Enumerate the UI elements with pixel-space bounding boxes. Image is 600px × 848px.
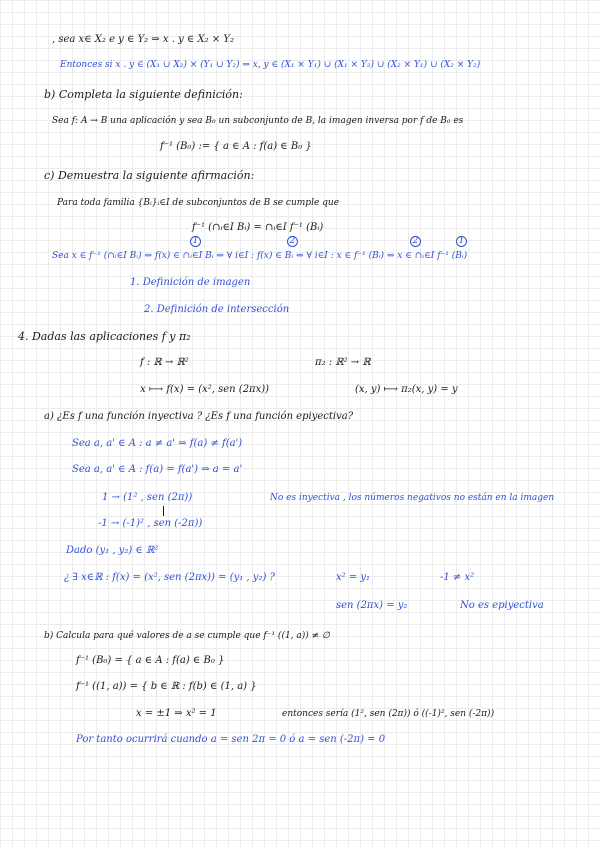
map-pi2-signature: π₂ : ℝ² → ℝ xyxy=(315,357,371,368)
question-b: b) Calcula para qué valores de a se cumple que f⁻¹ ((1, a)) ≠ ∅ xyxy=(44,631,330,641)
example-positive: 1 → (1² , sen (2π)) xyxy=(102,492,193,503)
preimage-definition: f⁻¹ (B₀) = { a ∈ A : f(a) ∈ B₀ } xyxy=(76,655,225,666)
definition-statement: Sea f: A → B una aplicación y sea B₀ un subconjunto de B, la imagen inversa por f de B₀ es xyxy=(52,116,464,126)
proof-chain: Sea x ∈ f⁻¹ (∩ᵢ∈I Bᵢ) ⇔ f(x) ∈ ∩ᵢ∈I Bᵢ ⇔ ∀ i∈I : f(x) ∈ Bᵢ ⇔ ∀ i∈I : x ∈ f⁻¹ (Bᵢ) ⇔ x ∈ ∩ᵢ∈I f⁻¹ (Bᵢ) xyxy=(52,251,468,261)
family-statement: Para toda familia {Bᵢ}ᵢ∈I de subconjuntos de B se cumple que xyxy=(57,198,340,208)
solutions-x: x = ±1 ⇒ x² = 1 xyxy=(136,708,217,719)
not-surjective-note: No es epiyectiva xyxy=(460,600,544,611)
injective-definition-1: Sea a, a' ∈ A : a ≠ a' ⇒ f(a) ≠ f(a') xyxy=(72,438,243,449)
final-answer: Por tanto ocurrirá cuando a = sen 2π = 0 ó a = sen (-2π) = 0 xyxy=(76,734,386,745)
not-injective-note: No es inyectiva , los números negativos no están en la imagen xyxy=(270,493,555,503)
inequality-note: -1 ≠ x² xyxy=(440,572,475,583)
step-marker-1: 1 xyxy=(190,236,201,247)
given-pair: Dado (y₁ , y₂) ∈ ℝ² xyxy=(66,545,159,556)
preimage-specific: f⁻¹ ((1, a)) = { b ∈ ℝ : f(b) ∈ (1, a) } xyxy=(76,681,257,692)
injective-definition-2: Sea a, a' ∈ A : f(a) = f(a') ⇒ a = a' xyxy=(72,464,243,475)
heading-exercise-4: 4. Dadas las aplicaciones f y π₂ xyxy=(18,330,191,343)
step-marker-4: 1 xyxy=(456,236,467,247)
map-f-signature: f : ℝ → ℝ² xyxy=(140,357,189,368)
equation-sine: sen (2πx) = y₂ xyxy=(336,600,408,611)
existence-question: ¿ ∃ x∈ℝ : f(x) = (x², sen (2πx)) = (y₁ , y₂) ? xyxy=(64,572,275,583)
line-hypothesis: , sea x∈ X₂ e y ∈ Y₂ ⇒ x . y ∈ X₂ × Y₂ xyxy=(52,34,234,45)
note-intersection-definition: 2. Definición de intersección xyxy=(144,304,290,315)
inverse-image-definition: f⁻¹ (B₀) := { a ∈ A : f(a) ∈ B₀ } xyxy=(160,141,312,152)
note-image-definition: 1. Definición de imagen xyxy=(130,277,251,288)
map-f-rule: x ⟼ f(x) = (x², sen (2πx)) xyxy=(140,384,270,395)
resulting-points: entonces sería (1², sen (2π)) ó ((-1)², sen (-2π)) xyxy=(282,709,495,719)
equality-mark xyxy=(163,506,164,516)
intersection-identity: f⁻¹ (∩ᵢ∈I Bᵢ) = ∩ᵢ∈I f⁻¹ (Bᵢ) xyxy=(192,222,324,233)
step-marker-2: 2 xyxy=(287,236,298,247)
question-a: a) ¿Es f una función inyectiva ? ¿Es f una función epiyectiva? xyxy=(44,411,354,422)
heading-c: c) Demuestra la siguiente afirmación: xyxy=(44,169,255,182)
map-pi2-rule: (x, y) ⟼ π₂(x, y) = y xyxy=(355,384,458,395)
example-negative: -1 → (-1)² , sen (-2π)) xyxy=(98,518,203,529)
heading-b: b) Completa la siguiente definición: xyxy=(44,88,243,101)
line-conclusion: Entonces si x . y ∈ (X₁ ∪ X₂) × (Y₁ ∪ Y₂) ⇒ x, y ∈ (X₁ × Y₁) ∪ (X₁ × Y₂) ∪ (X₂ × Y₁) ∪ (X₂ × Y₂) xyxy=(60,60,481,70)
equation-x-squared: x² = y₁ xyxy=(336,572,371,583)
step-marker-3: 2 xyxy=(410,236,421,247)
